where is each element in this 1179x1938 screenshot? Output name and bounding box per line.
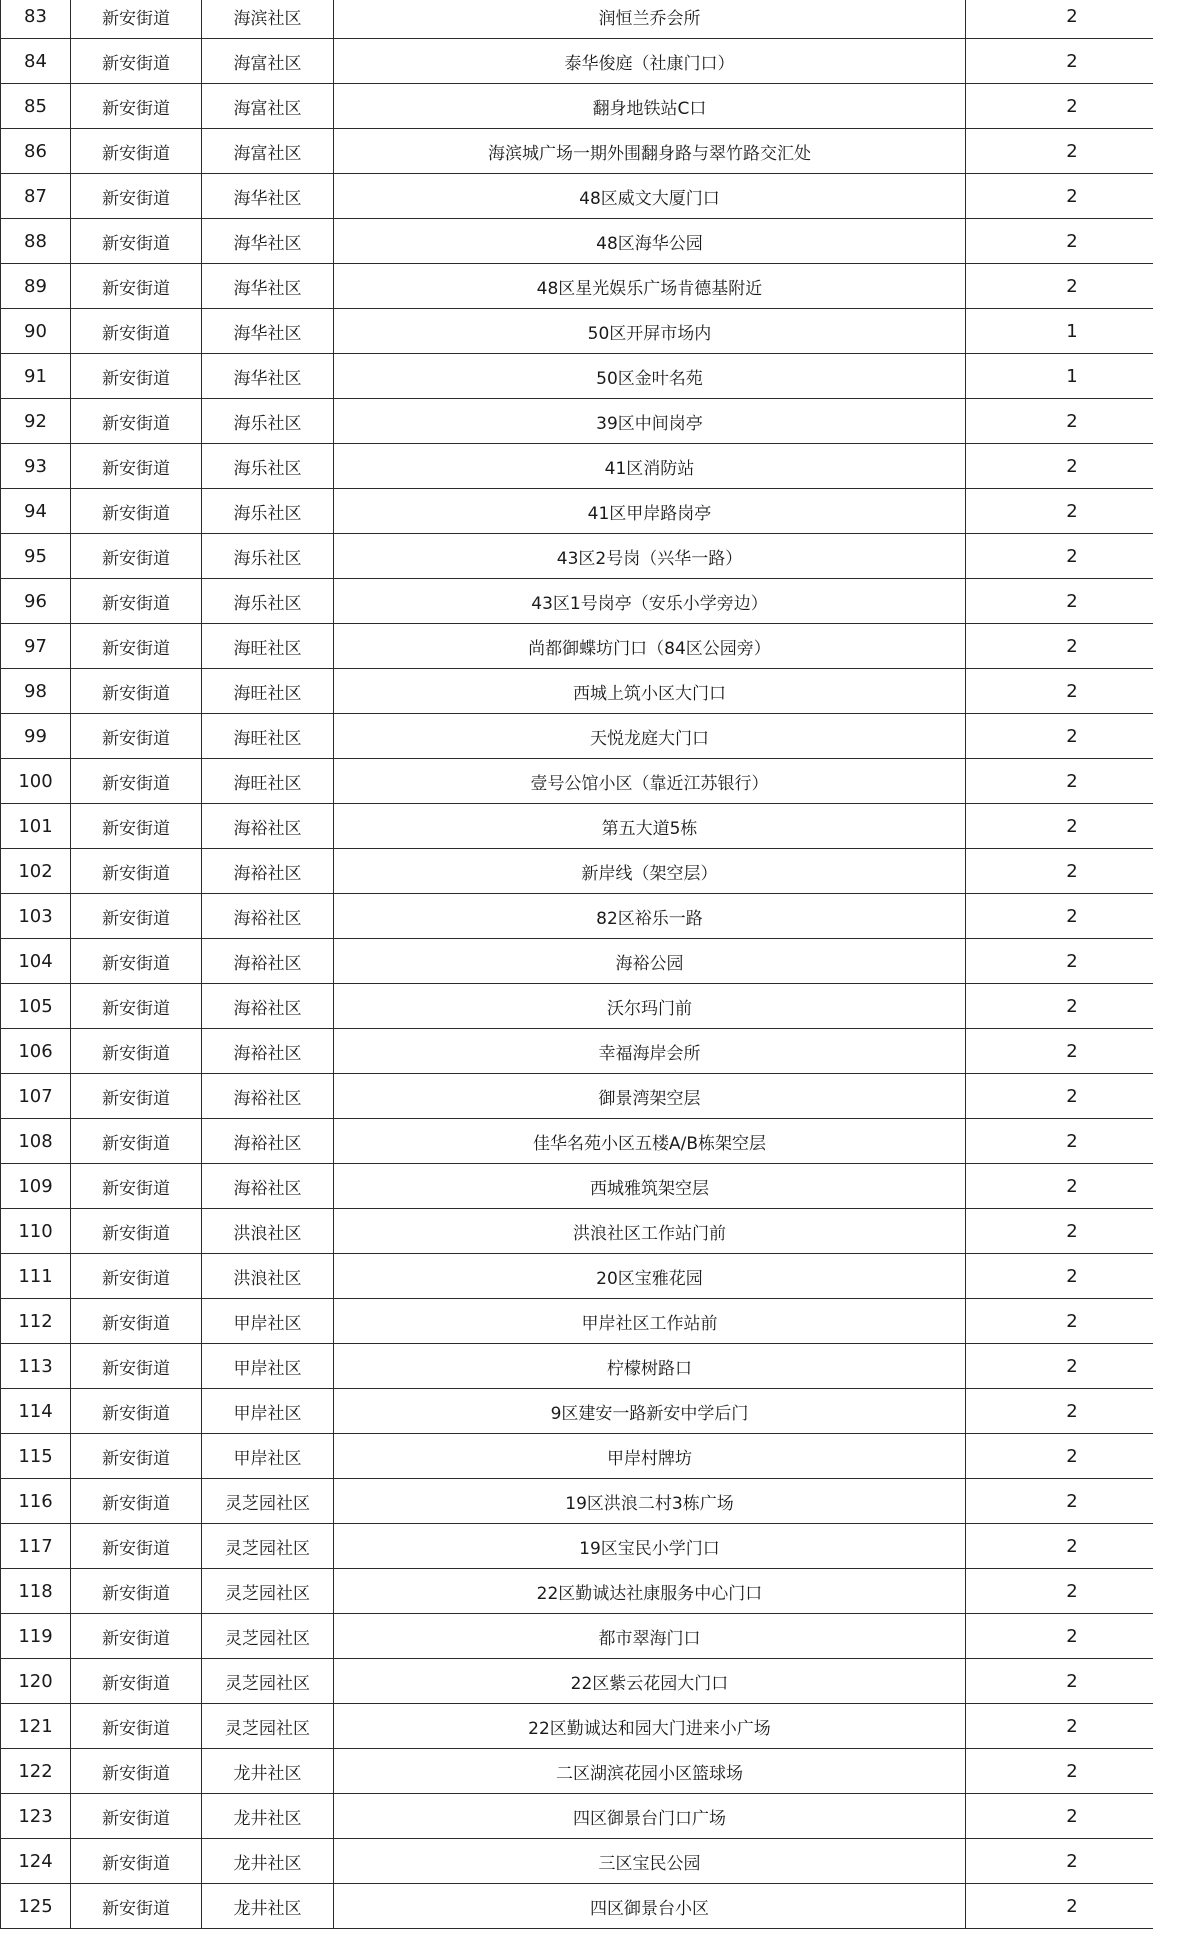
street-cell: 新安街道: [71, 39, 202, 84]
row-number-cell: 98: [1, 669, 71, 714]
count-cell: 2: [966, 1749, 1179, 1794]
street-cell: 新安街道: [71, 1029, 202, 1074]
community-cell: 海裕社区: [202, 1119, 334, 1164]
table-row: [1, 1254, 1179, 1299]
count-cell: 2: [966, 534, 1179, 579]
row-number-cell: 90: [1, 309, 71, 354]
row-number-cell: 118: [1, 1569, 71, 1614]
table-row: [1, 174, 1179, 219]
row-number-cell: 116: [1, 1479, 71, 1524]
table-row: [1, 1749, 1179, 1794]
table-row: [1, 624, 1179, 669]
row-number-cell: 84: [1, 39, 71, 84]
row-number-cell: 91: [1, 354, 71, 399]
count-cell: 2: [966, 669, 1179, 714]
location-cell: 20区宝雅花园: [334, 1254, 966, 1299]
count-cell: 2: [966, 174, 1179, 219]
table-row: [1, 759, 1179, 804]
street-cell: 新安街道: [71, 894, 202, 939]
location-cell: 50区开屏市场内: [334, 309, 966, 354]
count-cell: 2: [966, 1614, 1179, 1659]
table-row: [1, 1074, 1179, 1119]
street-cell: 新安街道: [71, 1389, 202, 1434]
row-number-cell: 92: [1, 399, 71, 444]
count-cell: 2: [966, 714, 1179, 759]
count-cell: 2: [966, 1029, 1179, 1074]
row-number-cell: 106: [1, 1029, 71, 1074]
count-cell: 2: [966, 1704, 1179, 1749]
count-cell: 2: [966, 1569, 1179, 1614]
location-cell: 天悦龙庭大门口: [334, 714, 966, 759]
row-number-cell: 99: [1, 714, 71, 759]
community-cell: 海旺社区: [202, 759, 334, 804]
table-row: [1, 714, 1179, 759]
table-row: [1, 219, 1179, 264]
row-number-cell: 87: [1, 174, 71, 219]
page-right-margin: [1153, 0, 1179, 1938]
community-cell: 龙井社区: [202, 1794, 334, 1839]
table-row: [1, 804, 1179, 849]
row-number-cell: 100: [1, 759, 71, 804]
location-cell: 沃尔玛门前: [334, 984, 966, 1029]
community-cell: 海乐社区: [202, 489, 334, 534]
row-number-cell: 95: [1, 534, 71, 579]
location-cell: 22区紫云花园大门口: [334, 1659, 966, 1704]
location-cell: 洪浪社区工作站门前: [334, 1209, 966, 1254]
community-cell: 海富社区: [202, 39, 334, 84]
count-cell: 2: [966, 1164, 1179, 1209]
street-cell: 新安街道: [71, 1569, 202, 1614]
street-cell: 新安街道: [71, 1434, 202, 1479]
location-cell: 43区1号岗亭（安乐小学旁边）: [334, 579, 966, 624]
count-cell: 2: [966, 264, 1179, 309]
table-row: [1, 939, 1179, 984]
count-cell: 2: [966, 84, 1179, 129]
location-cell: 翻身地铁站C口: [334, 84, 966, 129]
table-row: [1, 1884, 1179, 1929]
community-cell: 龙井社区: [202, 1839, 334, 1884]
community-cell: 洪浪社区: [202, 1254, 334, 1299]
row-number-cell: 119: [1, 1614, 71, 1659]
community-cell: 甲岸社区: [202, 1299, 334, 1344]
count-cell: 2: [966, 1524, 1179, 1569]
count-cell: 2: [966, 759, 1179, 804]
location-cell: 御景湾架空层: [334, 1074, 966, 1119]
community-cell: 海裕社区: [202, 849, 334, 894]
table-row: [1, 1704, 1179, 1749]
community-cell: 海富社区: [202, 129, 334, 174]
table-row: [1, 1839, 1179, 1884]
table-row: [1, 84, 1179, 129]
street-cell: 新安街道: [71, 1614, 202, 1659]
table-row: [1, 309, 1179, 354]
row-number-cell: 97: [1, 624, 71, 669]
street-cell: 新安街道: [71, 1299, 202, 1344]
street-cell: 新安街道: [71, 0, 202, 39]
table-row: [1, 1029, 1179, 1074]
table-row: [1, 489, 1179, 534]
count-cell: 2: [966, 1074, 1179, 1119]
community-cell: 甲岸社区: [202, 1389, 334, 1434]
community-cell: 海裕社区: [202, 1164, 334, 1209]
row-number-cell: 109: [1, 1164, 71, 1209]
row-number-cell: 85: [1, 84, 71, 129]
street-cell: 新安街道: [71, 1749, 202, 1794]
table-row: [1, 669, 1179, 714]
table-row: [1, 1524, 1179, 1569]
location-cell: 19区宝民小学门口: [334, 1524, 966, 1569]
table-row: [1, 1344, 1179, 1389]
count-cell: 2: [966, 1884, 1179, 1929]
street-cell: 新安街道: [71, 669, 202, 714]
table-row: [1, 894, 1179, 939]
community-cell: 灵芝园社区: [202, 1614, 334, 1659]
row-number-cell: 113: [1, 1344, 71, 1389]
location-cell: 48区海华公园: [334, 219, 966, 264]
count-cell: 2: [966, 129, 1179, 174]
street-cell: 新安街道: [71, 1794, 202, 1839]
count-cell: 2: [966, 624, 1179, 669]
community-cell: 海裕社区: [202, 1029, 334, 1074]
count-cell: 2: [966, 489, 1179, 534]
count-cell: 2: [966, 1479, 1179, 1524]
street-cell: 新安街道: [71, 534, 202, 579]
row-number-cell: 122: [1, 1749, 71, 1794]
street-cell: 新安街道: [71, 984, 202, 1029]
row-number-cell: 102: [1, 849, 71, 894]
count-cell: 2: [966, 579, 1179, 624]
location-cell: 9区建安一路新安中学后门: [334, 1389, 966, 1434]
count-cell: 2: [966, 1209, 1179, 1254]
table-row: [1, 264, 1179, 309]
row-number-cell: 101: [1, 804, 71, 849]
location-cell: 幸福海岸会所: [334, 1029, 966, 1074]
table-row: [1, 849, 1179, 894]
row-number-cell: 112: [1, 1299, 71, 1344]
row-number-cell: 86: [1, 129, 71, 174]
street-cell: 新安街道: [71, 489, 202, 534]
location-cell: 甲岸村牌坊: [334, 1434, 966, 1479]
row-number-cell: 117: [1, 1524, 71, 1569]
street-cell: 新安街道: [71, 444, 202, 489]
street-cell: 新安街道: [71, 264, 202, 309]
table-row: [1, 39, 1179, 84]
row-number-cell: 125: [1, 1884, 71, 1929]
location-cell: 润恒兰乔会所: [334, 0, 966, 39]
row-number-cell: 83: [1, 0, 71, 39]
community-cell: 海富社区: [202, 84, 334, 129]
count-cell: 2: [966, 1254, 1179, 1299]
row-number-cell: 123: [1, 1794, 71, 1839]
count-cell: 2: [966, 444, 1179, 489]
community-cell: 海华社区: [202, 309, 334, 354]
location-cell: 41区消防站: [334, 444, 966, 489]
street-cell: 新安街道: [71, 219, 202, 264]
location-cell: 新岸线（架空层）: [334, 849, 966, 894]
row-number-cell: 104: [1, 939, 71, 984]
row-number-cell: 124: [1, 1839, 71, 1884]
count-cell: 2: [966, 894, 1179, 939]
location-cell: 22区勤诚达和园大门进来小广场: [334, 1704, 966, 1749]
community-cell: 海旺社区: [202, 669, 334, 714]
location-cell: 48区星光娱乐广场肯德基附近: [334, 264, 966, 309]
table-row: [1, 0, 1179, 39]
count-cell: 2: [966, 1839, 1179, 1884]
count-cell: 2: [966, 219, 1179, 264]
row-number-cell: 105: [1, 984, 71, 1029]
location-cell: 19区洪浪二村3栋广场: [334, 1479, 966, 1524]
street-cell: 新安街道: [71, 1254, 202, 1299]
table-row: [1, 1569, 1179, 1614]
street-cell: 新安街道: [71, 354, 202, 399]
location-cell: 西城上筑小区大门口: [334, 669, 966, 714]
street-cell: 新安街道: [71, 174, 202, 219]
location-cell: 四区御景台门口广场: [334, 1794, 966, 1839]
table-row: [1, 1434, 1179, 1479]
street-cell: 新安街道: [71, 849, 202, 894]
row-number-cell: 103: [1, 894, 71, 939]
count-cell: 2: [966, 1299, 1179, 1344]
community-cell: 海华社区: [202, 264, 334, 309]
count-cell: 2: [966, 849, 1179, 894]
table-row: [1, 1794, 1179, 1839]
count-cell: 2: [966, 39, 1179, 84]
location-cell: 二区湖滨花园小区篮球场: [334, 1749, 966, 1794]
street-cell: 新安街道: [71, 804, 202, 849]
community-cell: 龙井社区: [202, 1749, 334, 1794]
table-row: [1, 534, 1179, 579]
street-cell: 新安街道: [71, 1119, 202, 1164]
community-cell: 甲岸社区: [202, 1434, 334, 1479]
count-cell: 2: [966, 1794, 1179, 1839]
community-cell: 洪浪社区: [202, 1209, 334, 1254]
community-cell: 海裕社区: [202, 1074, 334, 1119]
location-cell: 佳华名苑小区五楼A/B栋架空层: [334, 1119, 966, 1164]
location-cell: 海滨城广场一期外围翻身路与翠竹路交汇处: [334, 129, 966, 174]
table-row: [1, 354, 1179, 399]
community-cell: 灵芝园社区: [202, 1569, 334, 1614]
community-cell: 海裕社区: [202, 894, 334, 939]
location-cell: 48区威文大厦门口: [334, 174, 966, 219]
street-cell: 新安街道: [71, 129, 202, 174]
table-row: [1, 1389, 1179, 1434]
street-cell: 新安街道: [71, 399, 202, 444]
street-cell: 新安街道: [71, 1839, 202, 1884]
table-row: [1, 579, 1179, 624]
location-cell: 壹号公馆小区（靠近江苏银行）: [334, 759, 966, 804]
location-cell: 海裕公园: [334, 939, 966, 984]
location-cell: 43区2号岗（兴华一路）: [334, 534, 966, 579]
row-number-cell: 88: [1, 219, 71, 264]
table-row: [1, 1614, 1179, 1659]
table-row: [1, 1479, 1179, 1524]
count-cell: 2: [966, 1119, 1179, 1164]
street-cell: 新安街道: [71, 579, 202, 624]
location-cell: 50区金叶名苑: [334, 354, 966, 399]
street-cell: 新安街道: [71, 1479, 202, 1524]
count-cell: 2: [966, 1389, 1179, 1434]
location-cell: 22区勤诚达社康服务中心门口: [334, 1569, 966, 1614]
location-cell: 第五大道5栋: [334, 804, 966, 849]
count-cell: 1: [966, 354, 1179, 399]
table-row: [1, 1659, 1179, 1704]
street-cell: 新安街道: [71, 1074, 202, 1119]
table-row: [1, 399, 1179, 444]
count-cell: 2: [966, 1344, 1179, 1389]
count-cell: 1: [966, 309, 1179, 354]
location-cell: 泰华俊庭（社康门口）: [334, 39, 966, 84]
table-row: [1, 1299, 1179, 1344]
street-cell: 新安街道: [71, 714, 202, 759]
count-cell: 2: [966, 984, 1179, 1029]
count-cell: 2: [966, 399, 1179, 444]
row-number-cell: 121: [1, 1704, 71, 1749]
table-body: [1, 0, 1179, 1929]
street-cell: 新安街道: [71, 84, 202, 129]
street-cell: 新安街道: [71, 1524, 202, 1569]
table-row: [1, 129, 1179, 174]
community-cell: 灵芝园社区: [202, 1524, 334, 1569]
community-cell: 海华社区: [202, 174, 334, 219]
community-cell: 海乐社区: [202, 444, 334, 489]
community-cell: 海旺社区: [202, 624, 334, 669]
street-cell: 新安街道: [71, 1704, 202, 1749]
community-cell: 海裕社区: [202, 939, 334, 984]
row-number-cell: 107: [1, 1074, 71, 1119]
row-number-cell: 89: [1, 264, 71, 309]
community-cell: 海华社区: [202, 219, 334, 264]
community-cell: 海乐社区: [202, 579, 334, 624]
table-row: [1, 1209, 1179, 1254]
location-cell: 39区中间岗亭: [334, 399, 966, 444]
count-cell: 2: [966, 1434, 1179, 1479]
street-cell: 新安街道: [71, 309, 202, 354]
community-cell: 海裕社区: [202, 984, 334, 1029]
community-cell: 海裕社区: [202, 804, 334, 849]
street-cell: 新安街道: [71, 1164, 202, 1209]
row-number-cell: 111: [1, 1254, 71, 1299]
street-cell: 新安街道: [71, 1659, 202, 1704]
row-number-cell: 110: [1, 1209, 71, 1254]
location-cell: 甲岸社区工作站前: [334, 1299, 966, 1344]
street-cell: 新安街道: [71, 1209, 202, 1254]
location-cell: 三区宝民公园: [334, 1839, 966, 1884]
table-row: [1, 984, 1179, 1029]
row-number-cell: 108: [1, 1119, 71, 1164]
street-cell: 新安街道: [71, 939, 202, 984]
street-cell: 新安街道: [71, 624, 202, 669]
location-cell: 西城雅筑架空层: [334, 1164, 966, 1209]
street-cell: 新安街道: [71, 1884, 202, 1929]
location-cell: 82区裕乐一路: [334, 894, 966, 939]
row-number-cell: 114: [1, 1389, 71, 1434]
count-cell: 2: [966, 1659, 1179, 1704]
row-number-cell: 93: [1, 444, 71, 489]
street-cell: 新安街道: [71, 1344, 202, 1389]
community-cell: 海旺社区: [202, 714, 334, 759]
location-cell: 41区甲岸路岗亭: [334, 489, 966, 534]
row-number-cell: 96: [1, 579, 71, 624]
location-cell: 柠檬树路口: [334, 1344, 966, 1389]
community-cell: 灵芝园社区: [202, 1479, 334, 1524]
community-cell: 海乐社区: [202, 399, 334, 444]
count-cell: 2: [966, 0, 1179, 39]
table-row: [1, 1119, 1179, 1164]
count-cell: 2: [966, 939, 1179, 984]
table-row: [1, 1164, 1179, 1209]
row-number-cell: 115: [1, 1434, 71, 1479]
table-row: [1, 444, 1179, 489]
community-cell: 海滨社区: [202, 0, 334, 39]
community-cell: 龙井社区: [202, 1884, 334, 1929]
community-cell: 海华社区: [202, 354, 334, 399]
community-cell: 海乐社区: [202, 534, 334, 579]
community-cell: 灵芝园社区: [202, 1704, 334, 1749]
count-cell: 2: [966, 804, 1179, 849]
community-cell: 甲岸社区: [202, 1344, 334, 1389]
location-cell: 四区御景台小区: [334, 1884, 966, 1929]
street-cell: 新安街道: [71, 759, 202, 804]
row-number-cell: 120: [1, 1659, 71, 1704]
location-cell: 尚都御蝶坊门口（84区公园旁）: [334, 624, 966, 669]
row-number-cell: 94: [1, 489, 71, 534]
community-cell: 灵芝园社区: [202, 1659, 334, 1704]
location-cell: 都市翠海门口: [334, 1614, 966, 1659]
